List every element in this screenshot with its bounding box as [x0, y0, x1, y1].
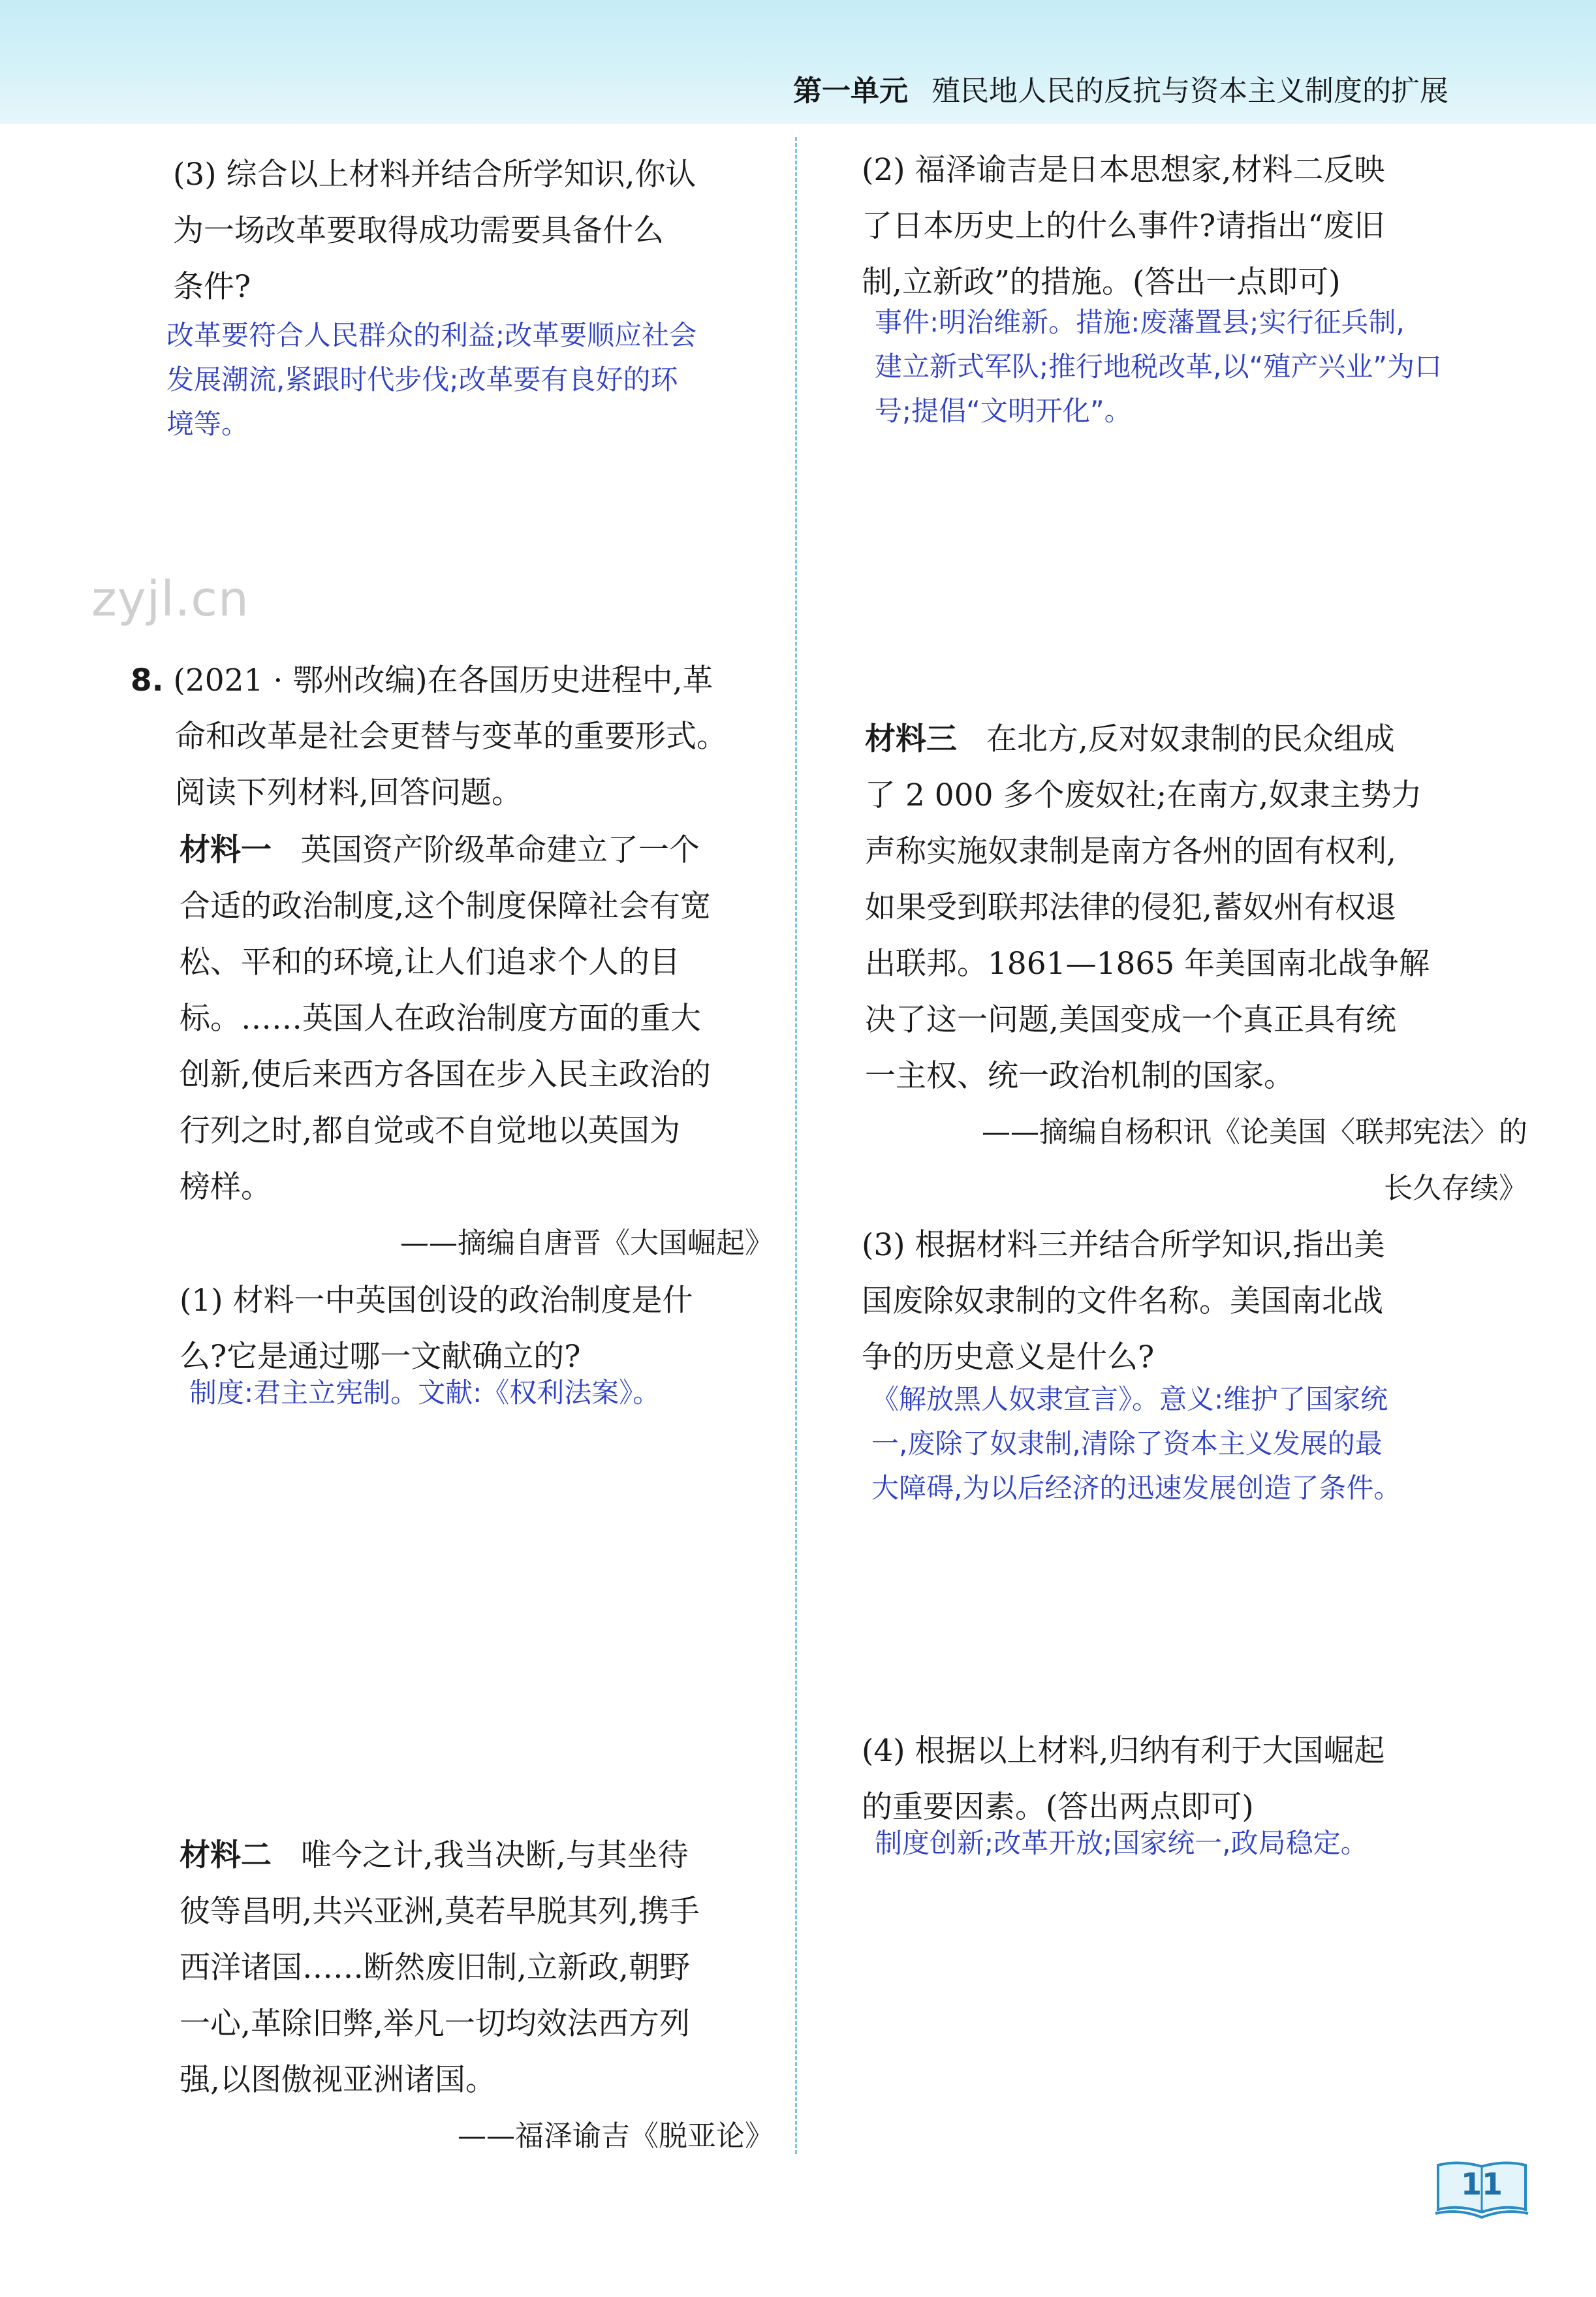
material-line: 一主权、统一政治机制的国家。	[865, 1058, 1294, 1094]
page-number-badge	[1433, 2157, 1531, 2219]
question-line: 争的历史意义是什么?	[862, 1339, 1155, 1375]
answer-2	[875, 300, 1567, 433]
material-text: 唯今之计,我当决断,与其坐待	[300, 1837, 689, 1873]
question-line: 命和改革是社会更替与变革的重要形式。	[175, 719, 727, 755]
answer-line: 改革要符合人民群众的利益;改革要顺应社会	[166, 319, 697, 351]
material-line: 彼等昌明,共兴亚洲,莫若早脱其列,携手	[180, 1894, 700, 1930]
material-label: 材料一	[180, 832, 272, 868]
material-source: ——摘编自唐晋《大国崛起》	[400, 1227, 774, 1260]
question-8-intro	[131, 653, 774, 821]
subquestion-3	[862, 1217, 1541, 1386]
question-line: (1) 材料一中英国创设的政治制度是什	[180, 1283, 693, 1319]
unit-label: 第一单元	[793, 74, 908, 108]
material-line: 松、平和的环境,让人们追求个人的目	[180, 945, 680, 980]
material-line: 合适的政治制度,这个制度保障社会有宽	[180, 888, 711, 924]
material-line: 强,以图傲视亚洲诸国。	[180, 2062, 496, 2098]
answer-line: 《解放黑人奴隶宣言》。意义:维护了国家统	[871, 1383, 1388, 1415]
answer-line: 制度:君主立宪制。文献:《权利法案》。	[189, 1377, 661, 1409]
material-source: ——福泽谕吉《脱亚论》	[458, 2119, 774, 2153]
material-source: 长久存续》	[1384, 1172, 1527, 1205]
material-label: 材料三	[865, 721, 957, 757]
material-line: 榜样。	[180, 1169, 272, 1205]
answer-line: 大障碍,为以后经济的迅速发展创造了条件。	[871, 1472, 1401, 1504]
subquestion-2	[862, 142, 1541, 311]
material-line: 了 2 000 多个废奴社;在南方,奴隶主势力	[865, 777, 1422, 813]
answer-3-right	[871, 1377, 1563, 1510]
material-line	[865, 711, 1527, 768]
answer-3	[166, 313, 780, 446]
material-line	[180, 1828, 774, 1884]
material-line: 声称实施奴隶制是南方各州的固有权利,	[865, 834, 1396, 869]
answer-1	[189, 1371, 777, 1415]
subquestion-1	[180, 1273, 774, 1385]
unit-title: 殖民地人民的反抗与资本主义制度的扩展	[931, 74, 1448, 108]
page-number: 11	[1460, 2166, 1503, 2202]
question-line: 条件?	[173, 269, 251, 305]
question-text: (2021 · 鄂州改编)在各国历史进程中,革	[173, 663, 713, 698]
question-number: 8.	[131, 663, 164, 698]
question-line: (3) 根据材料三并结合所学知识,指出美	[862, 1227, 1385, 1263]
question-line: 么?它是通过哪一文献确立的?	[180, 1339, 581, 1375]
answer-line: 建立新式军队;推行地税改革,以“殖产兴业”为口	[875, 351, 1443, 383]
material-2	[180, 1828, 774, 2164]
material-line: 出联邦。1861—1865 年美国南北战争解	[865, 946, 1430, 982]
question-line: 制,立新政”的措施。(答出一点即可)	[862, 264, 1341, 300]
material-text: 英国资产阶级革命建立了一个	[300, 832, 700, 868]
column-divider	[795, 137, 797, 2154]
question-line: 国废除奴隶制的文件名称。美国南北战	[862, 1283, 1383, 1319]
answer-line: 境等。	[166, 408, 249, 440]
question-line: 了日本历史上的什么事件?请指出“废旧	[862, 208, 1385, 244]
answer-line: 发展潮流,紧跟时代步伐;改革要有良好的环	[166, 364, 678, 396]
material-label: 材料二	[180, 1837, 272, 1873]
material-line: 行列之时,都自觉或不自觉地以英国为	[180, 1113, 680, 1149]
subquestion-4	[862, 1723, 1541, 1836]
material-line: 一心,革除旧弊,举凡一切均效法西方列	[180, 2006, 690, 2042]
material-source: ——摘编自杨积讯《论美国〈联邦宪法〉的	[982, 1116, 1527, 1149]
question-line: 为一场改革要取得成功需要具备什么	[173, 213, 664, 249]
question-line: (3) 综合以上材料并结合所学知识,你认	[173, 157, 696, 193]
material-line: 西洋诸国……断然废旧制,立新政,朝野	[180, 1950, 690, 1986]
question-3	[173, 147, 774, 315]
material-line: 创新,使后来西方各国在步入民主政治的	[180, 1057, 711, 1093]
question-line: 的重要因素。(答出两点即可)	[862, 1789, 1254, 1825]
material-3	[865, 711, 1527, 1217]
material-line: 如果受到联邦法律的侵犯,蓄奴州有权退	[865, 890, 1396, 926]
question-line: 阅读下列材料,回答问题。	[175, 775, 522, 811]
watermark: zyjl.cn	[91, 571, 249, 627]
material-text: 在北方,反对奴隶制的民众组成	[986, 721, 1395, 757]
answer-4	[875, 1821, 1567, 1866]
answer-line: 制度创新;改革开放;国家统一,政局稳定。	[875, 1827, 1368, 1859]
question-line: (2) 福泽谕吉是日本思想家,材料二反映	[862, 152, 1385, 188]
material-line: 标。……英国人在政治制度方面的重大	[180, 1001, 701, 1037]
answer-line: 一,废除了奴隶制,清除了资本主义发展的最	[871, 1428, 1383, 1460]
material-line: 决了这一问题,美国变成一个真正具有统	[865, 1002, 1396, 1038]
answer-line: 事件:明治维新。措施:废藩置县;实行征兵制,	[875, 306, 1405, 338]
running-header	[793, 67, 1448, 109]
material-1	[180, 822, 774, 1272]
answer-line: 号;提倡“文明开化”。	[875, 395, 1132, 427]
question-line: (4) 根据以上材料,归纳有利于大国崛起	[862, 1733, 1385, 1769]
question-line	[131, 653, 774, 709]
material-line	[180, 822, 774, 879]
